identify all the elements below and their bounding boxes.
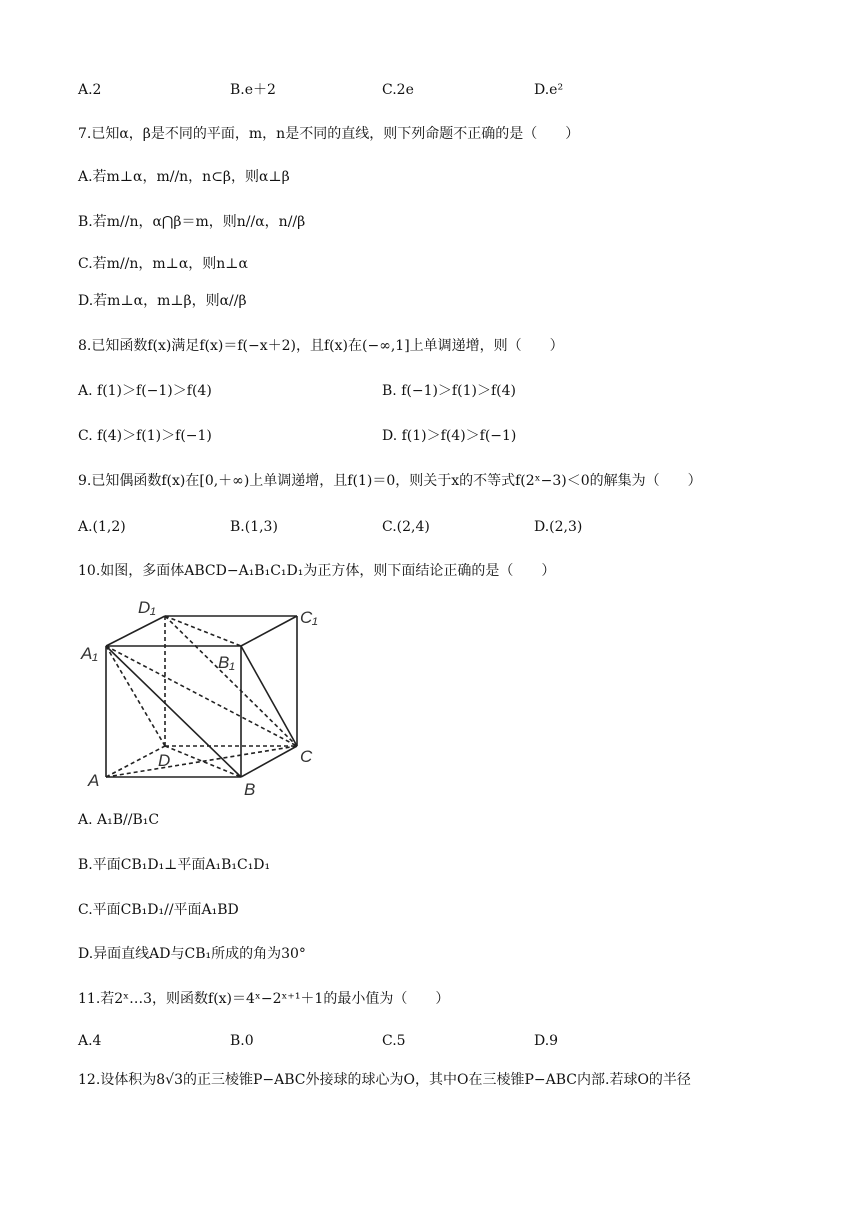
q11-option-d: D.9: [534, 1033, 559, 1049]
q8-option-d: D. f(1)＞f(4)＞f(−1): [382, 428, 517, 444]
q11-option-a: A.4: [78, 1033, 102, 1049]
q6-option-d: D.e²: [534, 82, 564, 98]
q9-stem: 9.已知偶函数f(x)在[0,＋∞)上单调递增，且f(1)＝0，则关于x的不等式f(2ˣ−3)＜0的解集为（ ）: [78, 473, 702, 489]
q8-option-b: B. f(−1)＞f(1)＞f(4): [382, 383, 516, 399]
q11-option-c: C.5: [382, 1033, 406, 1049]
q7-option-d: D.若m⊥α，m⊥β，则α//β: [78, 293, 247, 309]
q10-stem: 10.如图，多面体ABCD−A₁B₁C₁D₁为正方体，则下面结论正确的是（ ）: [78, 563, 556, 579]
label-d: D: [158, 751, 171, 770]
q6-option-a: A.2: [78, 82, 102, 98]
segment-d1-b1: [165, 616, 241, 646]
label-d1: D₁: [138, 598, 156, 617]
label-a: A: [88, 771, 100, 790]
q9-option-a: A.(1,2): [78, 519, 126, 535]
q6-option-c: C.2e: [382, 82, 414, 98]
label-c1: C₁: [300, 608, 318, 627]
q10-option-c: C.平面CB₁D₁//平面A₁BD: [78, 902, 239, 918]
q8-option-c: C. f(4)＞f(1)＞f(−1): [78, 428, 212, 444]
edge-a1-d1: [106, 616, 165, 646]
edge-b-c: [241, 746, 297, 777]
q9-option-c: C.(2,4): [382, 519, 430, 535]
q11-option-b: B.0: [230, 1033, 254, 1049]
edge-b1-c1: [241, 616, 297, 646]
q7-option-a: A.若m⊥α，m//n，n⊂β，则α⊥β: [78, 169, 290, 185]
q10-option-d: D.异面直线AD与CB₁所成的角为30°: [78, 946, 306, 962]
q10-option-b: B.平面CB₁D₁⊥平面A₁B₁C₁D₁: [78, 857, 271, 873]
label-a1: A₁: [81, 644, 98, 663]
q8-option-a: A. f(1)＞f(−1)＞f(4): [78, 383, 212, 399]
label-b: B: [244, 780, 256, 799]
q11-stem: 11.若2ˣ…3，则函数f(x)＝4ˣ−2ˣ⁺¹＋1的最小值为（ ）: [78, 991, 450, 1007]
segment-a1-d: [106, 646, 165, 746]
q7-stem: 7.已知α，β是不同的平面，m，n是不同的直线，则下列命题不正确的是（ ）: [78, 126, 580, 142]
q7-option-c: C.若m//n，m⊥α，则n⊥α: [78, 256, 248, 272]
q9-option-d: D.(2,3): [534, 519, 583, 535]
label-b1: B₁: [218, 653, 235, 672]
q6-option-b: B.e＋2: [230, 82, 276, 98]
segment-d1-c: [165, 616, 297, 746]
label-c: C: [300, 747, 313, 766]
q8-stem: 8.已知函数f(x)满足f(x)＝f(−x＋2)，且f(x)在(−∞,1]上单调递增，则（ ）: [78, 338, 564, 354]
q7-option-b: B.若m//n，α⋂β＝m，则n//α，n//β: [78, 214, 306, 230]
q9-option-b: B.(1,3): [230, 519, 278, 535]
cube-figure: [78, 596, 328, 801]
q10-option-a: A. A₁B//B₁C: [78, 812, 160, 828]
q12-stem: 12.设体积为8√3的正三棱锥P−ABC外接球的球心为O，其中O在三棱锥P−ABC内部.若球O的半径: [78, 1072, 691, 1088]
